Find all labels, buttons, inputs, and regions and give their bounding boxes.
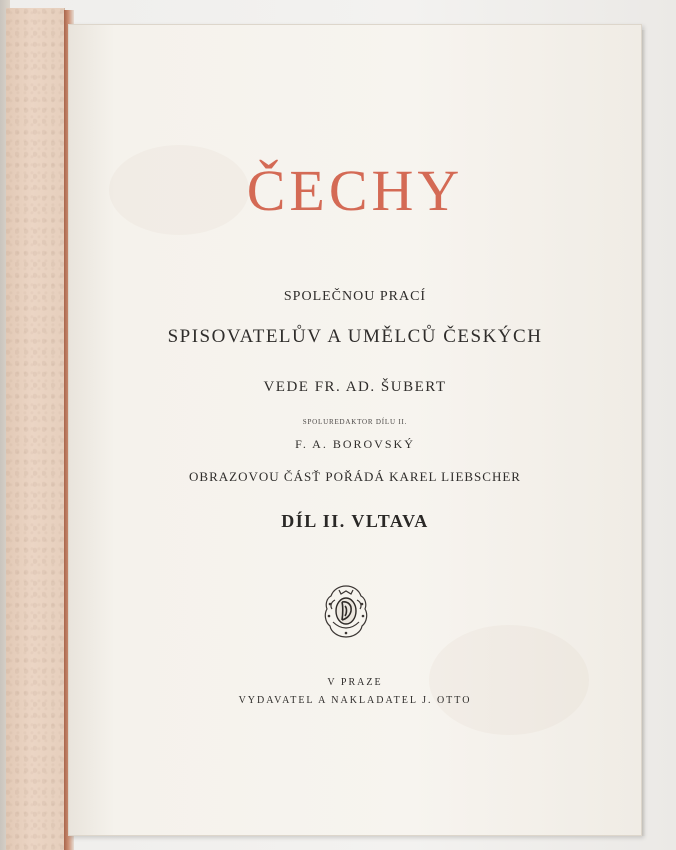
endpaper <box>6 8 65 850</box>
editor-line: VEDE FR. AD. ŠUBERT <box>263 379 447 395</box>
place-of-publication: V PRAZE <box>327 677 383 688</box>
book-title: ČECHY <box>246 158 464 223</box>
illustration-line: OBRAZOVOU ČÁSŤ POŘÁDÁ KAREL LIEBSCHER <box>189 469 521 484</box>
title-page <box>68 24 642 836</box>
coeditor-label: SPOLUREDAKTOR DÍLU II. <box>302 418 408 426</box>
authors-line: SPISOVATELŮV A UMĚLCŮ ČESKÝCH <box>167 326 543 347</box>
publisher-line: VYDAVATEL A NAKLADATEL J. OTTO <box>238 695 472 706</box>
volume-line: DÍL II. VLTAVA <box>281 511 429 531</box>
coeditor-name: F. A. BOROVSKÝ <box>295 437 415 451</box>
subtitle-line: SPOLEČNOU PRACÍ <box>283 289 427 304</box>
publisher-emblem-icon <box>321 582 371 640</box>
